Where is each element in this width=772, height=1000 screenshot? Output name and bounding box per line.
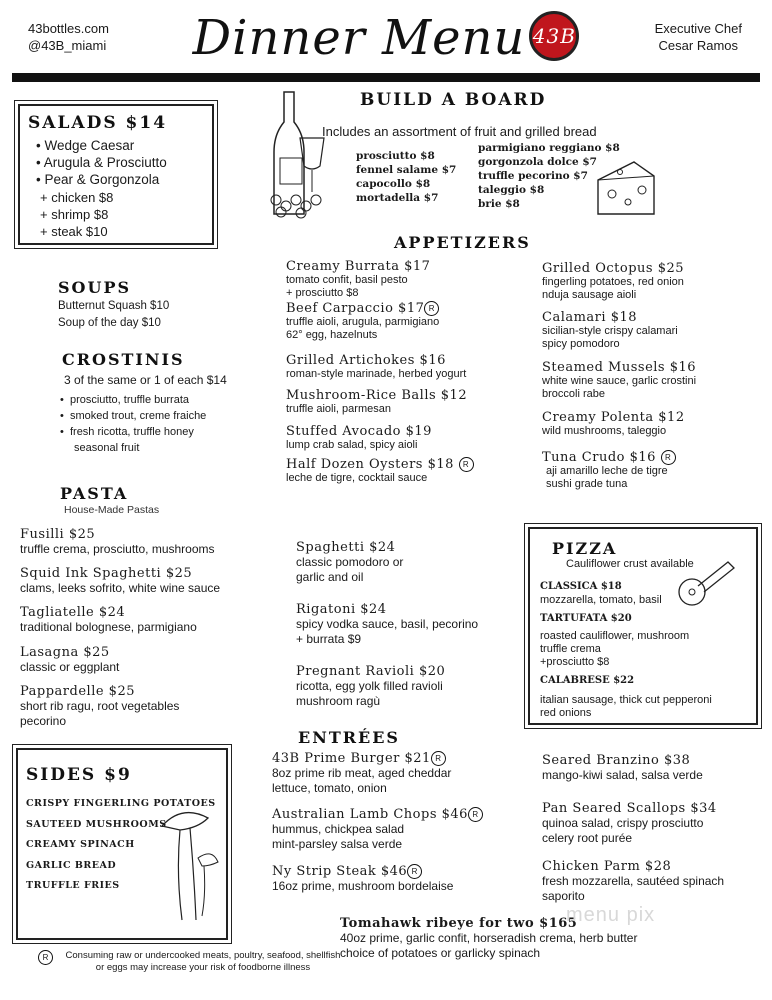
- list-item: + shrimp $8: [40, 207, 109, 222]
- entrees-title: ENTRÉES: [298, 728, 400, 747]
- list-item: CREAMY SPINACH: [26, 839, 135, 850]
- menu-item: Steamed Mussels $16 white wine sauce, garlic crostini broccoli rabe: [542, 360, 697, 400]
- soups-list: [58, 298, 169, 332]
- menu-item: CALABRESE $22 italian sausage, thick cut pepperoni red onions: [540, 675, 712, 719]
- board-cheeses: parmigiano reggiano $8 gorgonzola dolce $7 truffle pecorino $7 taleggio $8 brie $8: [478, 142, 620, 210]
- raw-warning-icon: R: [38, 950, 53, 965]
- list-item: • Wedge Caesar: [36, 138, 135, 153]
- entrees-right-column: [542, 753, 764, 904]
- watermark: menu pix: [566, 904, 656, 926]
- website-link[interactable]: 43bottles.com: [28, 21, 109, 36]
- board-subtitle: Includes an assortment of fruit and grilled bread: [322, 124, 597, 139]
- menu-item: Tuna Crudo $16 R aji amarillo leche de tigre sushi grade tuna: [542, 450, 762, 491]
- salads-addons: [40, 189, 113, 240]
- pasta-right-column: [296, 540, 518, 709]
- raw-warning-icon: R: [459, 457, 474, 472]
- menu-item: Lasagna $25 classic or eggplant: [20, 645, 120, 674]
- soups-title: SOUPS: [58, 278, 132, 297]
- appetizers-title: APPETIZERS: [394, 233, 531, 252]
- list-item: • smoked trout, creme fraiche: [60, 410, 207, 422]
- menu-item: Creamy Polenta $12 wild mushrooms, taleggio: [542, 410, 685, 437]
- menu-item: Chicken Parm $28 fresh mozzarella, sautéed spinach saporito: [542, 859, 725, 903]
- menu-item: Mushroom-Rice Balls $12 truffle aioli, parmesan: [286, 388, 468, 415]
- chef-name: Cesar Ramos: [658, 38, 739, 53]
- list-item: • Arugula & Prosciutto: [36, 155, 167, 170]
- list-item: + steak $10: [40, 224, 108, 239]
- menu-item: Pan Seared Scallops $34 quinoa salad, crispy prosciutto celery root purée: [542, 801, 717, 845]
- salads-list: [36, 137, 167, 188]
- menu-item: Calamari $18 sicilian-style crispy calamari spicy pomodoro: [542, 310, 678, 350]
- list-item: • prosciutto, truffle burrata: [60, 394, 189, 406]
- menu-item: Squid Ink Spaghetti $25 clams, leeks sofrito, white wine sauce: [20, 566, 221, 595]
- menu-item: Ny Strip Steak $46 R 16oz prime, mushroom bordelaise: [272, 864, 454, 893]
- raw-warning-icon: R: [407, 864, 422, 879]
- raw-warning-icon: R: [431, 751, 446, 766]
- menu-item: Grilled Artichokes $16 roman-style marinade, herbed yogurt: [286, 353, 467, 380]
- menu-item: 43B Prime Burger $21 R 8oz prime rib meat, aged cheddar lettuce, tomato, onion: [272, 751, 452, 795]
- appetizers-right-column: [542, 261, 762, 491]
- crostinis-list: [60, 392, 206, 456]
- cheese-wedge-illustration: [594, 158, 658, 220]
- entrees-left-column: [272, 751, 534, 894]
- pizza-list: [540, 580, 750, 720]
- menu-item: Fusilli $25 truffle crema, prosciutto, mushrooms: [20, 527, 215, 556]
- menu-item: Rigatoni $24 spicy vodka sauce, basil, pecorino + burrata $9: [296, 602, 479, 646]
- wine-bottle-illustration: [262, 88, 332, 223]
- menu-item: Half Dozen Oysters $18 R leche de tigre, cocktail sauce: [286, 457, 526, 485]
- pizza-subtitle: Cauliflower crust available: [566, 558, 694, 570]
- header-divider: [12, 73, 760, 82]
- crostinis-title: CROSTINIS: [62, 350, 185, 369]
- menu-item: Australian Lamb Chops $46 R hummus, chickpea salad mint-parsley salsa verde: [272, 807, 534, 864]
- menu-item: Seared Branzino $38 mango-kiwi salad, salsa verde: [542, 753, 703, 782]
- crostinis-subtitle: 3 of the same or 1 of each $14: [64, 373, 227, 387]
- list-item: CRISPY FINGERLING POTATOES: [26, 798, 216, 809]
- list-item: + chicken $8: [40, 190, 114, 205]
- menu-item: Pregnant Ravioli $20 ricotta, egg yolk filled ravioli mushroom ragù: [296, 664, 446, 708]
- menu-item: Grilled Octopus $25 fingerling potatoes, red onion nduja sausage aioli: [542, 261, 685, 301]
- pasta-left-column: [20, 527, 290, 729]
- pasta-title: PASTA: [60, 484, 129, 503]
- menu-item: TARTUFATA $20 roasted cauliflower, mushroom truffle crema +prosciutto $8: [540, 613, 690, 668]
- board-title: BUILD A BOARD: [360, 90, 547, 110]
- raw-warning-icon: R: [468, 807, 483, 822]
- raw-warning-icon: R: [661, 450, 676, 465]
- list-item: GARLIC BREAD: [26, 859, 117, 871]
- menu-item: Tagliatelle $24 traditional bolognese, parmigiano: [20, 605, 197, 634]
- menu-item: Spaghetti $24 classic pomodoro or garlic and oil: [296, 540, 404, 584]
- title-text: Dinner Menu: [192, 10, 526, 66]
- menu-item: Pappardelle $25 short rib ragu, root vegetables pecorino: [20, 684, 180, 728]
- list-item: TRUFFLE FRIES: [26, 880, 120, 891]
- list-item: seasonal fruit: [74, 442, 140, 454]
- list-item: Butternut Squash $10: [58, 300, 170, 312]
- list-item: • fresh ricotta, truffle honey: [60, 426, 194, 438]
- mushroom-illustration: [158, 804, 220, 924]
- social-handle: @43B_miami: [28, 38, 107, 53]
- board-meats: prosciutto $8 fennel salame $7 capocollo $8 mortadella $7: [356, 150, 457, 204]
- chef-title: Executive Chef: [654, 21, 742, 36]
- pizza-title: PIZZA: [552, 539, 618, 558]
- menu-item: CLASSICA $18 mozzarella, tomato, basil: [540, 581, 662, 606]
- pasta-subtitle: House-Made Pastas: [64, 504, 160, 516]
- salads-title: SALADS $14: [28, 113, 168, 133]
- sides-title: SIDES $9: [26, 765, 132, 785]
- tomahawk-item: Tomahawk ribeye for two $165 40oz prime, garlic confit, horseradish crema, herb butter choice of potatoes or garlicky spinach: [340, 916, 638, 960]
- raw-warning-icon: R: [424, 301, 439, 316]
- appetizers-left-column: [286, 259, 526, 485]
- list-item: Soup of the day $10: [58, 317, 161, 329]
- list-item: SAUTEED MUSHROOMS: [26, 818, 167, 830]
- chef-credit: [655, 20, 742, 54]
- menu-item: Creamy Burrata $17 tomato confit, basil pesto + prosciutto $8: [286, 259, 431, 299]
- brand-logo: 43B: [529, 11, 579, 61]
- list-item: • Pear & Gorgonzola: [36, 172, 160, 187]
- menu-item: Stuffed Avocado $19 lump crab salad, spicy aioli: [286, 424, 432, 451]
- menu-item: Beef Carpaccio $17 R truffle aioli, arugula, parmigiano 62° egg, hazelnuts: [286, 301, 440, 341]
